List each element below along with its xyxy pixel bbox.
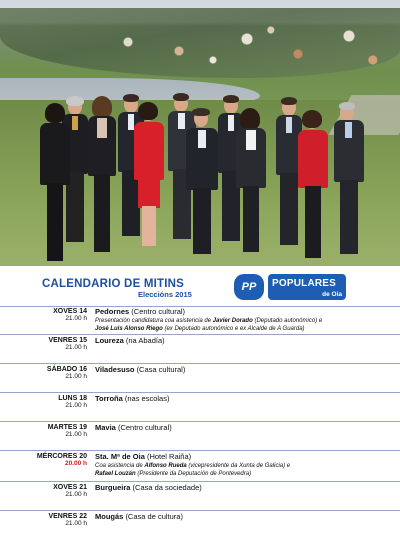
event-description: Coa asistencia de Alfonso Rueda (vicepresidente da Xunta de Galicia) e Rafael Louzán (Presidente da Deputación de Pontevedra)	[95, 463, 291, 477]
event-venue: (Hotel Raiña)	[146, 452, 192, 461]
event-row	[0, 451, 400, 482]
event-venue: (na Abadía)	[125, 336, 165, 345]
calendar-subtitle: Eleccións 2015	[138, 290, 192, 299]
event-venue: (Casa da sociedade)	[132, 483, 202, 492]
event-row	[0, 422, 400, 451]
group-photo	[0, 0, 400, 266]
guest-name: Rafael Louzán	[95, 471, 136, 477]
event-time: 21.00 h	[65, 520, 87, 527]
event-list	[0, 306, 400, 538]
event-place: Mavia	[95, 423, 116, 432]
party-name: POPULARES	[272, 278, 337, 289]
event-venue: (nas escolas)	[124, 394, 170, 403]
event-row	[0, 335, 400, 364]
event-place: Mougás	[95, 512, 124, 521]
event-row	[0, 482, 400, 511]
event-time: 20.00 h	[64, 460, 87, 467]
calendar-header	[0, 266, 400, 307]
event-day: XOVES 14	[53, 308, 87, 315]
event-place: Pedornes	[95, 307, 130, 316]
event-day: SÁBADO 16	[46, 366, 87, 373]
guest-name: Javier Dorado	[212, 318, 253, 324]
event-day: MARTES 19	[47, 424, 87, 431]
event-place: Torroña	[95, 394, 123, 403]
event-venue: (Centro cultural)	[131, 307, 186, 316]
event-row	[0, 364, 400, 393]
calendar-panel	[0, 266, 400, 539]
party-place: de Oia	[322, 291, 342, 298]
event-day: XOVES 21	[53, 484, 87, 491]
event-place: Sta. Mª de Oia	[95, 452, 145, 461]
event-time: 21.00 h	[65, 315, 87, 322]
event-venue: (Centro cultural)	[117, 423, 172, 432]
event-venue: (Casa cultural)	[136, 365, 186, 374]
pp-logo-icon	[234, 274, 264, 300]
event-time: 21.00 h	[65, 373, 87, 380]
event-row	[0, 511, 400, 538]
event-day: LUNS 18	[58, 395, 87, 402]
event-venue: (Casa de cultura)	[125, 512, 183, 521]
event-place: Burgueira	[95, 483, 131, 492]
event-time: 21.00 h	[65, 402, 87, 409]
event-day: VENRES 22	[48, 513, 87, 520]
guest-name: Alfonso Rueda	[144, 463, 187, 469]
event-day: VENRES 15	[48, 337, 87, 344]
party-logo	[268, 274, 346, 300]
logo-mark: PP	[241, 281, 257, 293]
village	[60, 18, 400, 78]
calendar-title: CALENDARIO DE MITINS	[42, 278, 184, 290]
event-description: Presentación candidatura coa asistencia de Javier Dorado (Deputado autonómico) e José Luis Alonso Riego (ex Deputado autonómico e ex Alcalde de A Guarda)	[95, 318, 323, 332]
event-time: 21.00 h	[65, 491, 87, 498]
event-time: 21.00 h	[65, 431, 87, 438]
guest-name: José Luis Alonso Riego	[95, 326, 163, 332]
event-place: Viladesuso	[95, 365, 135, 374]
event-day: MÉRCORES 20	[36, 453, 87, 460]
event-place: Loureza	[95, 336, 124, 345]
event-row	[0, 393, 400, 422]
event-row	[0, 306, 400, 335]
event-time: 21.00 h	[65, 344, 87, 351]
